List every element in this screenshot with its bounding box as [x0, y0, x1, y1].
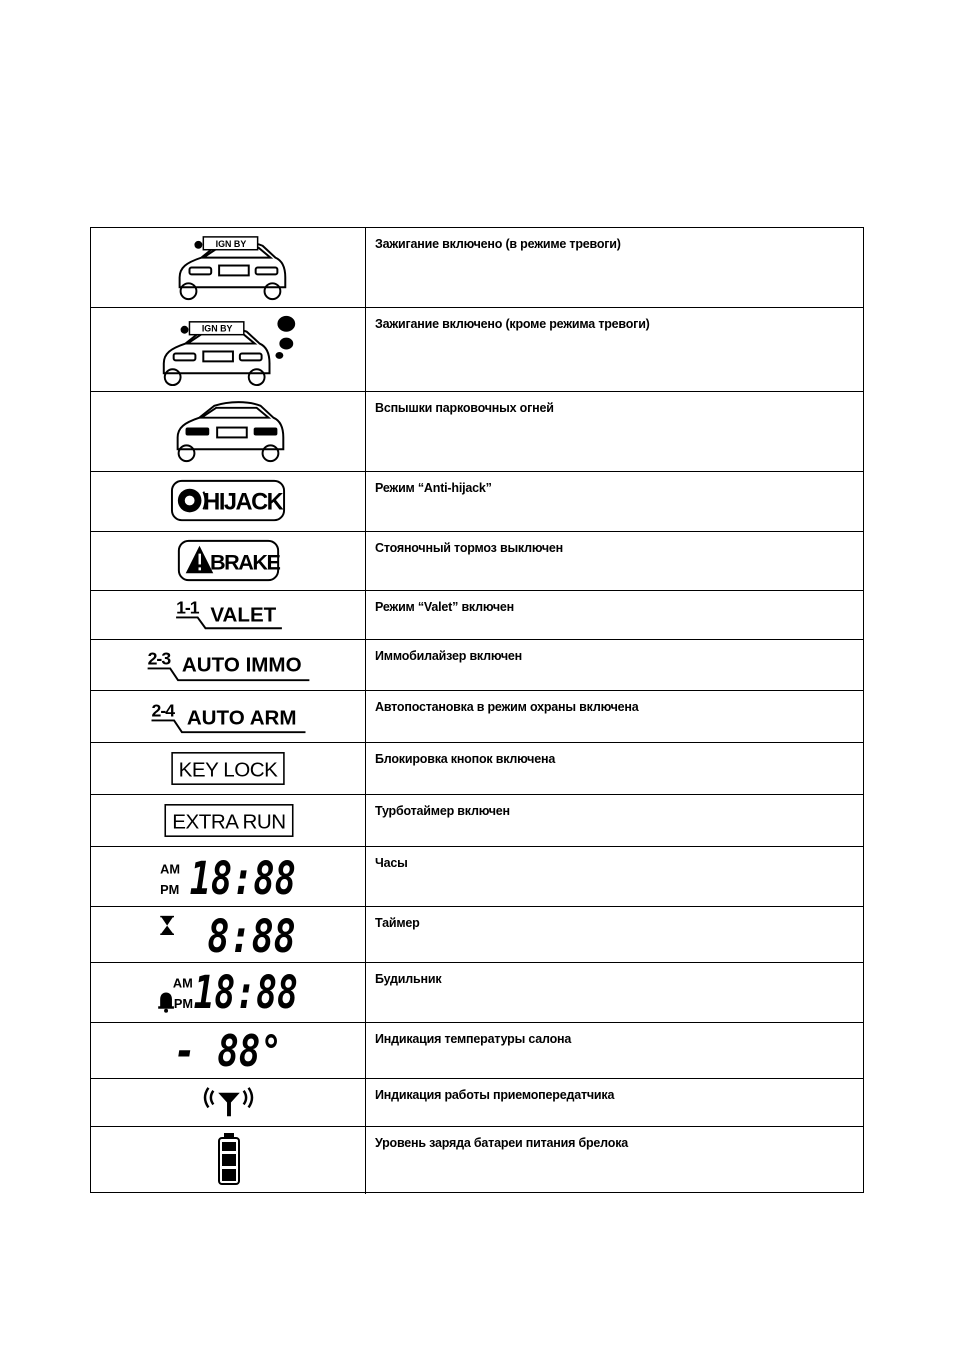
row-description: Зажигание включено (кроме режима тревоги) [375, 317, 650, 331]
timer-digits: 8:88 [207, 910, 296, 964]
valet-number: 1-1 [176, 597, 199, 618]
hijack-icon [91, 472, 366, 531]
temperature-display-icon [91, 1023, 366, 1078]
car-ignition-exhaust-icon [91, 308, 366, 391]
icon-cell [91, 591, 366, 639]
table-row [91, 691, 863, 743]
description-cell [366, 1023, 863, 1078]
row-description: Таймер [375, 916, 420, 930]
description-cell [366, 532, 863, 590]
row-description: Индикация работы приемопередатчика [375, 1088, 615, 1102]
icon-cell [91, 532, 366, 590]
key-lock-icon [91, 743, 366, 794]
icon-cell [91, 472, 366, 531]
alarm-clock-display-icon [91, 963, 366, 1022]
row-description: Иммобилайзер включен [375, 649, 523, 663]
key-lock-label: KEY LOCK [178, 758, 278, 782]
table-row [91, 392, 863, 472]
description-cell [366, 907, 863, 962]
temperature-digits: - 88° [173, 1027, 283, 1078]
car-parking-lights-icon [91, 392, 366, 471]
row-description: Вспышки парковочных огней [375, 401, 554, 415]
description-cell [366, 392, 863, 471]
description-cell [366, 591, 863, 639]
description-cell [366, 1127, 863, 1194]
alarm-digits: 18:88 [193, 966, 298, 1020]
description-cell [366, 1079, 863, 1126]
table-row [91, 1023, 863, 1079]
hourglass-icon [160, 916, 174, 935]
row-description: Режим “Valet” включен [375, 600, 515, 614]
row-description: Зажигание включено (в режиме тревоги) [375, 237, 621, 251]
row-description: Часы [375, 856, 408, 870]
row-description: Режим “Anti-hijack” [375, 481, 492, 495]
row-description: Стояночный тормоз выключен [375, 541, 564, 555]
icon-cell [91, 907, 366, 962]
icon-cell [91, 308, 366, 391]
description-cell [366, 847, 863, 906]
pm-label: PM [160, 882, 180, 898]
valet-icon [91, 591, 366, 639]
table-row [91, 907, 863, 963]
table-row [91, 963, 863, 1023]
description-cell [366, 743, 863, 794]
icon-cell [91, 228, 366, 307]
auto-arm-icon [91, 691, 366, 742]
icon-cell [91, 691, 366, 742]
table-row [91, 532, 863, 591]
ign-by-label: IGN BY [201, 323, 233, 334]
car-alarm-ignition-icon [91, 228, 366, 307]
table-row [91, 1127, 863, 1194]
table-row [91, 228, 863, 308]
auto-immo-number: 2-3 [147, 648, 171, 669]
am-label: AM [160, 861, 181, 877]
brake-warning-icon [91, 532, 366, 590]
table-row [91, 795, 863, 847]
icon-cell [91, 743, 366, 794]
am-label: AM [172, 975, 193, 991]
auto-immo-icon [91, 640, 366, 690]
icon-cell [91, 847, 366, 906]
auto-immo-label: AUTO IMMO [181, 653, 302, 677]
battery-icon [91, 1127, 366, 1194]
valet-label: VALET [210, 603, 277, 627]
auto-arm-label: AUTO ARM [186, 706, 297, 730]
row-description: Автопостановка в режим охраны включена [375, 700, 639, 714]
row-description: Блокировка кнопок включена [375, 752, 556, 766]
bell-icon [158, 993, 174, 1013]
row-description: Уровень заряда батареи питания брелока [375, 1136, 629, 1150]
icon-cell [91, 392, 366, 471]
extra-run-label: EXTRA RUN [172, 810, 286, 834]
icon-cell [91, 1023, 366, 1078]
table-row [91, 472, 863, 532]
description-cell [366, 795, 863, 846]
description-cell [366, 308, 863, 391]
icon-cell [91, 963, 366, 1022]
timer-display-icon [91, 907, 366, 962]
row-description: Турботаймер включен [375, 804, 510, 818]
table-row [91, 308, 863, 392]
table-row [91, 847, 863, 907]
description-cell [366, 963, 863, 1022]
antenna-icon [91, 1079, 366, 1126]
extra-run-icon [91, 795, 366, 846]
row-description: Будильник [375, 972, 442, 986]
hijack-label: HIJACK [203, 489, 283, 516]
icon-cell [91, 640, 366, 690]
description-cell [366, 228, 863, 307]
table-row [91, 743, 863, 795]
table-row [91, 591, 863, 640]
auto-arm-number: 2-4 [151, 700, 175, 721]
table-row [91, 640, 863, 691]
description-cell [366, 691, 863, 742]
clock-digits: 18:88 [189, 852, 296, 906]
table-row [91, 1079, 863, 1127]
icon-cell [91, 795, 366, 846]
brake-label: BRAKE [209, 549, 280, 575]
pm-label: PM [173, 996, 194, 1012]
row-description: Индикация температуры салона [375, 1032, 572, 1046]
indicator-table [90, 227, 864, 1193]
icon-cell [91, 1127, 366, 1194]
description-cell [366, 640, 863, 690]
ign-by-label: IGN BY [215, 238, 247, 249]
clock-display-icon [91, 847, 366, 906]
description-cell [366, 472, 863, 531]
icon-cell [91, 1079, 366, 1126]
